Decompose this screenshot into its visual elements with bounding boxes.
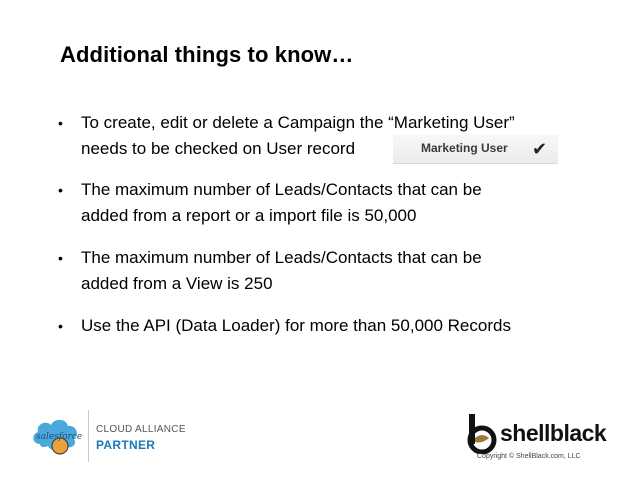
marketing-user-screenshot	[393, 135, 558, 164]
bullet-dot: •	[58, 115, 63, 131]
bullet-item	[58, 245, 638, 297]
bullet-text-line: Use the API (Data Loader) for more than 50,000 Records	[81, 316, 511, 335]
salesforce-wordmark: salesforce	[36, 432, 83, 442]
shellblack-b-icon	[466, 414, 498, 454]
bullet-text-line: needs to be checked on User record	[81, 139, 356, 158]
partner-text: PARTNER	[96, 438, 156, 452]
bullet-item	[58, 177, 638, 229]
bullet-dot: •	[58, 318, 63, 334]
bullet-text-line: added from a report or a import file is 50,000	[81, 206, 417, 225]
bullet-text-line: added from a View is 250	[81, 274, 273, 293]
cloud-alliance-partner-logo	[30, 408, 190, 466]
copyright-text: Copyright © ShellBlack.com, LLC	[477, 453, 581, 460]
bullet-dot: •	[58, 250, 63, 266]
bullet-text-line: The maximum number of Leads/Contacts that can be	[81, 248, 482, 267]
bullet-dot: •	[58, 182, 63, 198]
shellblack-wordmark: shellblack	[500, 420, 607, 446]
logo-divider	[88, 410, 89, 462]
bullet-text-line: To create, edit or delete a Campaign the “Marketing User”	[81, 113, 515, 132]
marketing-user-label: Marketing User	[421, 141, 508, 155]
bullet-text-line: The maximum number of Leads/Contacts that can be	[81, 180, 482, 199]
slide-title: Additional things to know…	[60, 42, 354, 67]
cloud-alliance-text: CLOUD ALLIANCE	[96, 424, 186, 435]
checkmark-icon: ✔	[532, 139, 548, 159]
bullet-item	[58, 313, 638, 339]
